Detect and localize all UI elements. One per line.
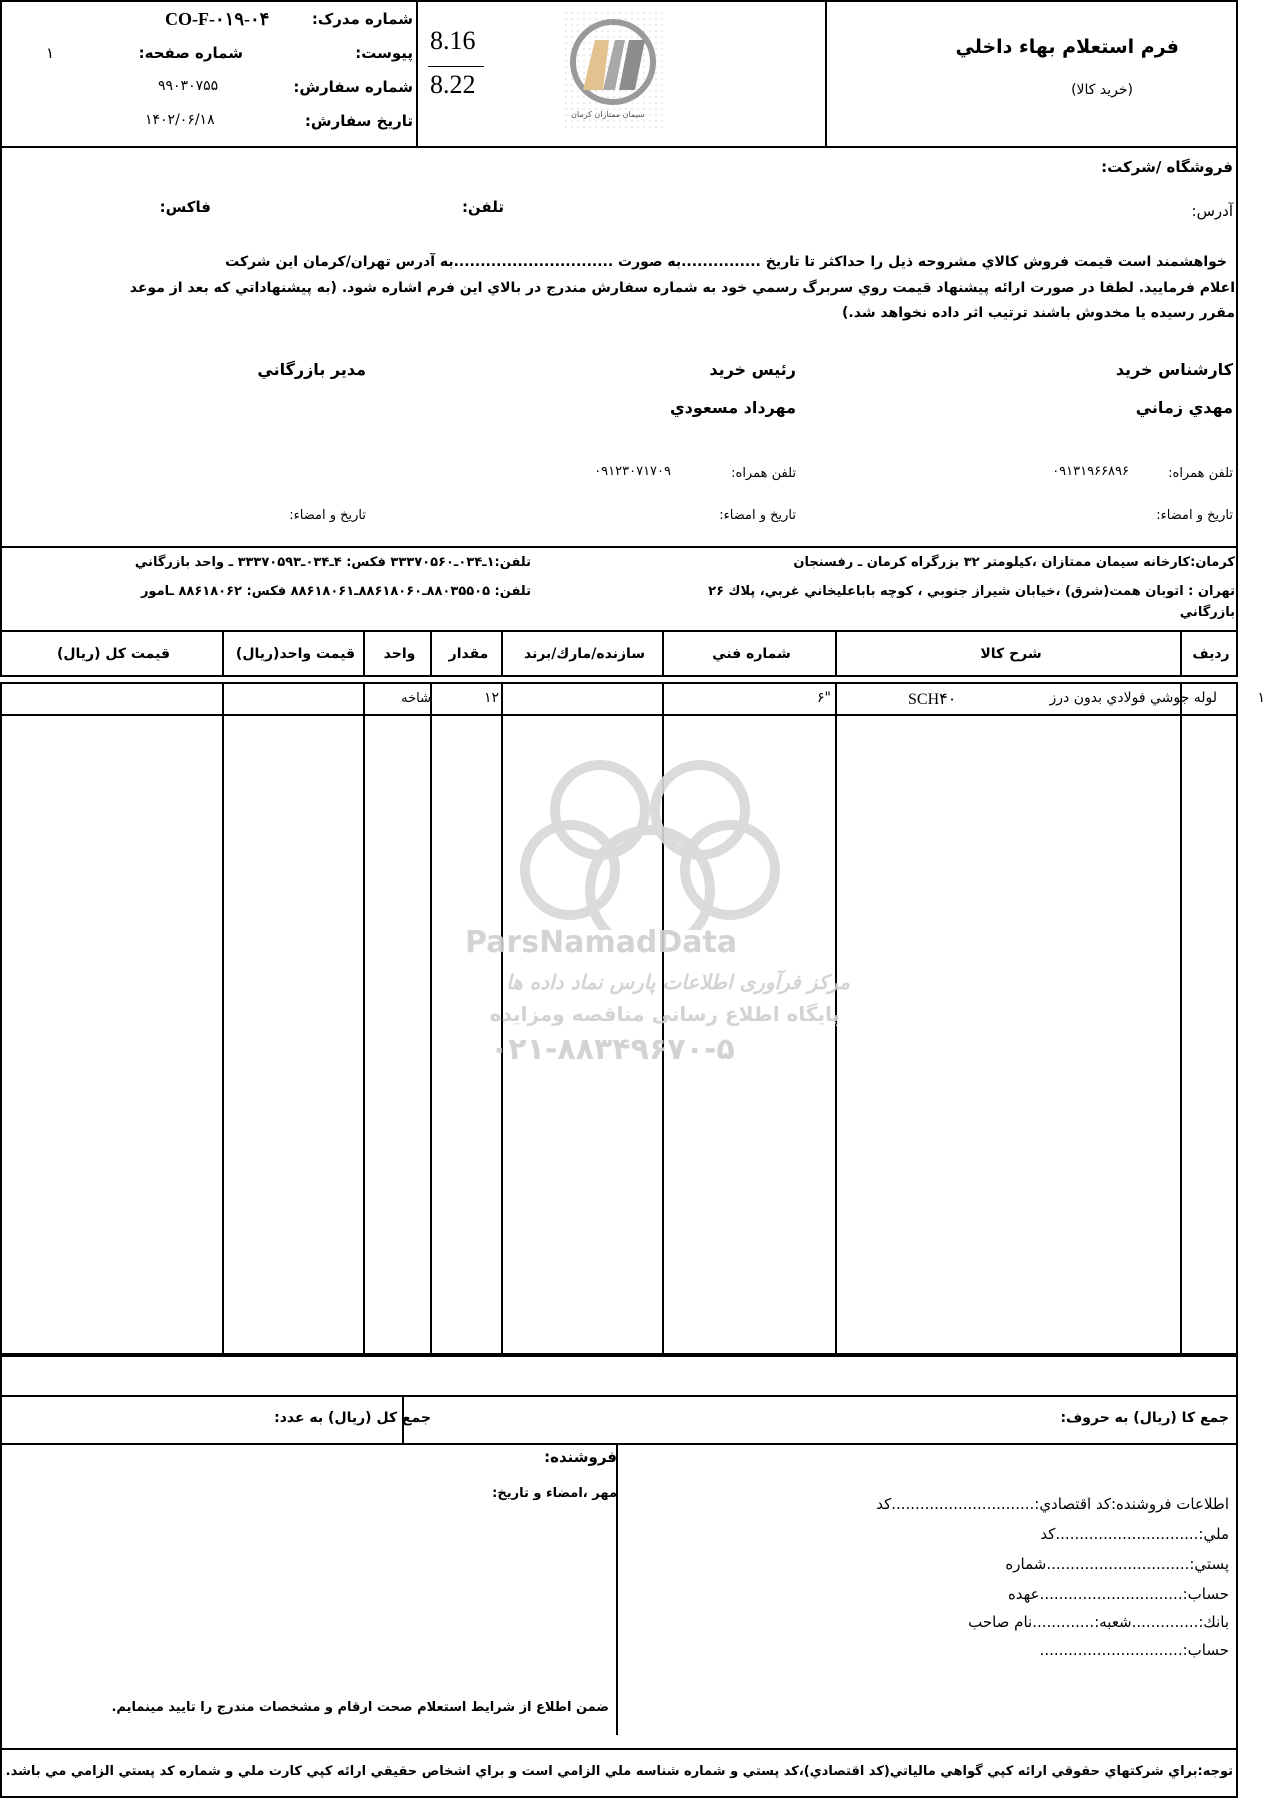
totals-row: [0, 1395, 1238, 1445]
total-in-numbers-label: جمع كل (ريال) به عدد:: [274, 1410, 431, 1426]
watermark-line2: پایگاه اطلاع رسانی مناقصه ومزایده: [489, 1002, 840, 1026]
request-text-line2: اعلام فرماييد. لطفا در صورت ارائه پيشنهاد قيمت روي سربرگ رسمي خود به شماره سفارش مندرج در بالاي اين فرم اشاره شود. (به پيشنهاداتي كه بعد از موعد: [129, 280, 1235, 296]
watermark: [450, 730, 850, 1067]
stamp-label: مهر ،امضاء و تاريخ:: [492, 1486, 617, 1501]
tehran-address-suffix: بازرگاني: [1179, 605, 1235, 620]
order-number-label: شماره سفارش:: [293, 78, 413, 96]
tehran-contact: تلفن: ۸۸۰۳۵۵۰۵ـ۸۸۶۱۸۰۶۰ـ۸۸۶۱۸۰۶۱ فكس: ۸۸۶۱۸۰۶۲ ـامور: [140, 584, 531, 599]
divider: [501, 630, 503, 677]
divider: [363, 630, 365, 677]
fax-label: فاكس:: [159, 198, 211, 216]
address-label: آدرس:: [1191, 202, 1233, 220]
kerman-address: كرمان:كارخانه سيمان ممتازان ،كيلومتر ۳۲ بزرگراه كرمان ـ رفسنجان: [793, 555, 1235, 570]
divider: [222, 682, 224, 1355]
divider: [430, 682, 432, 1355]
cell-quantity: ۱۲: [483, 690, 499, 706]
table-header: [0, 630, 1238, 677]
seller-info-line: حساب:..............................عهده: [1007, 1585, 1229, 1603]
sign-label-head: تاريخ و امضاء:: [719, 508, 796, 523]
mobile-head: ۰۹۱۲۳۰۷۱۷۰۹: [594, 464, 671, 479]
seller-title: فروشنده:: [544, 1448, 617, 1466]
divider: [835, 630, 837, 677]
request-text-line1: خواهشمند است قيمت فروش كالاي مشروحه ذيل را حداكثر تا تاريخ ...............به صورت ..............................به آدرس تهران/كرمان اين شركت: [225, 254, 1227, 270]
fraction-line: [428, 66, 484, 67]
divider: [363, 682, 365, 1355]
col-unit: واحد: [383, 645, 416, 662]
logo-mark-icon: [563, 10, 663, 120]
divider: [1180, 682, 1182, 1355]
role-purchase-head: رئيس خريد: [709, 360, 796, 379]
divider: [416, 0, 418, 148]
page-label: شماره صفحه:: [138, 44, 243, 62]
empty-band: [0, 1355, 1238, 1397]
col-unit-price: قيمت واحد(ريال): [235, 645, 356, 662]
role-commercial-manager: مدير بازرگاني: [257, 360, 366, 379]
watermark-line1: مرکز فرآوری اطلاعات پارس نماد داده ها: [506, 970, 850, 994]
mobile-expert: ۰۹۱۳۱۹۶۶۸۹۶: [1052, 464, 1129, 479]
footer-note: توجه:براي شركتهاي حقوقي ارائه كپي گواهي مالياتي(كد اقتصادي)،كد پستي و شماره شناسه ملي الزامي است و براي اشخاص حقيقي ارائه كپي كارت ملي و شماره كد پستي الزامي مي باشد.: [5, 1764, 1233, 1779]
seller-info-line: پستي:..............................شماره: [1005, 1555, 1229, 1573]
order-number: ۹۹۰۳۰۷۵۵: [158, 78, 219, 94]
divider: [430, 630, 432, 677]
order-date-label: تاريخ سفارش:: [304, 112, 413, 130]
name-purchase-expert: مهدي زماني: [1135, 398, 1233, 417]
divider: [825, 0, 827, 148]
handwritten-bottom: 8.22: [430, 70, 476, 99]
doc-number: CO-F-۰۱۹-۰۴: [165, 9, 270, 29]
col-description: شرح كالا: [980, 645, 1042, 662]
tehran-address: تهران : اتوبان همت(شرق) ،خيابان شيراز جنوبي ، كوچه باباعليخاني غربي، پلاك ۲۶: [708, 584, 1235, 599]
col-maker: سازنده/مارك/برند: [523, 645, 646, 662]
col-row-number: رديف: [1192, 645, 1230, 662]
company-logo: [563, 10, 663, 130]
logo-text: سیمان ممتازان کرمان: [571, 110, 645, 119]
watermark-brand: ParsNamadData: [465, 925, 738, 960]
cell-description: لوله جوشي فولادي بدون درز: [1049, 690, 1217, 706]
seller-info-line: بانك:..............شعبه:.............نام صاحب: [968, 1613, 1229, 1631]
doc-number-label: شماره مدرک:: [311, 10, 413, 28]
cell-row-number: ۱: [1257, 690, 1265, 706]
divider: [662, 630, 664, 677]
shop-label: فروشگاه /شركت:: [1101, 158, 1233, 176]
handwritten-top: 8.16: [430, 26, 476, 55]
attachment-label: پیوست:: [355, 44, 413, 62]
col-tech-number: شماره فني: [712, 645, 791, 662]
cell-tech-number: "۶: [817, 690, 831, 706]
seller-info-line: ملي:..............................كد: [1040, 1525, 1229, 1543]
seller-info-line: اطلاعات فروشنده:كد اقتصادي:..............................كد: [876, 1495, 1229, 1513]
form-subtitle: (خريد كالا): [1071, 82, 1133, 98]
form-title: فرم استعلام بهاء داخلي: [955, 36, 1179, 58]
phone-label: تلفن:: [461, 198, 504, 216]
divider: [1180, 630, 1182, 677]
kerman-contact: تلفن:۱ـ۰۳۴ـ۳۳۳۷۰۵۶۰ فكس: ۴ـ۰۳۴ـ۳۳۳۷۰۵۹۳ ـ واحد بازرگاني: [134, 555, 531, 570]
name-purchase-head: مهرداد مسعودي: [669, 398, 796, 417]
sign-label-manager: تاريخ و امضاء:: [289, 508, 366, 523]
order-date: ۱۴۰۲/۰۶/۱۸: [145, 112, 215, 128]
row-divider: [0, 714, 1238, 716]
mobile-label-head: تلفن همراه:: [731, 466, 796, 481]
cell-unit: شاخه: [401, 691, 431, 706]
confirmation-text: ضمن اطلاع از شرايط استعلام صحت ارقام و مشخصات مندرج را تاييد مينمايم.: [111, 1700, 609, 1715]
mobile-label-expert: تلفن همراه:: [1168, 466, 1233, 481]
col-quantity: مقدار: [448, 645, 489, 662]
watermark-phone: ۰۲۱-۸۸۳۴۹۶۷۰-۵: [490, 1032, 735, 1067]
watermark-flower-icon: [450, 730, 850, 930]
role-purchase-expert: كارشناس خريد: [1115, 360, 1233, 379]
total-in-words-label: جمع كا (ريال) به حروف:: [1060, 1410, 1229, 1426]
divider: [222, 630, 224, 677]
request-text-line3: مقرر رسيده يا مخدوش باشند ترتيب اثر داده نخواهد شد.): [842, 305, 1235, 321]
page-value: ۱: [46, 44, 55, 62]
sign-label-expert: تاريخ و امضاء:: [1156, 508, 1233, 523]
cell-description-spec: SCH۴۰: [908, 691, 957, 708]
col-total-price: قيمت كل (ريال): [57, 645, 170, 662]
seller-info-line: حساب:..............................: [1039, 1641, 1229, 1659]
